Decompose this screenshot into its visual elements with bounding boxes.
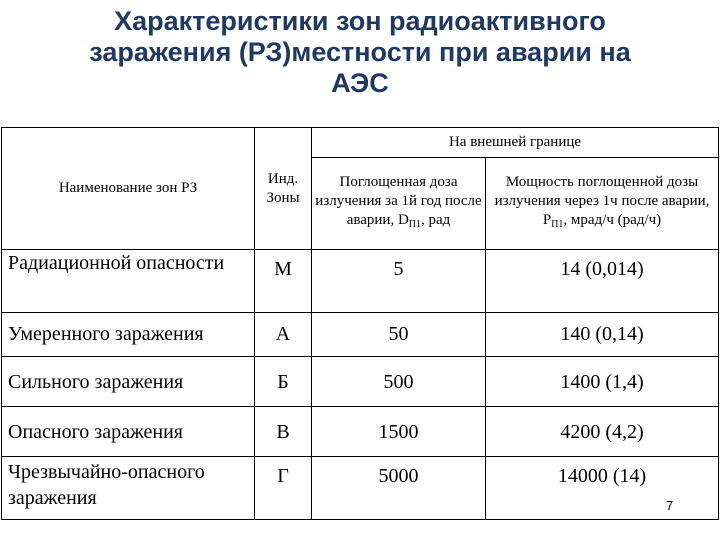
zone-dose-cell: 50 bbox=[312, 313, 486, 357]
header-rate-unit: , мрад/ч (рад/ч) bbox=[563, 212, 662, 228]
zone-rate-cell: 1400 (1,4) bbox=[486, 357, 719, 407]
zone-rate-cell: 4200 (4,2) bbox=[486, 407, 719, 457]
title-line-3: АЭС bbox=[331, 68, 389, 98]
zone-index-cell: А bbox=[255, 313, 312, 357]
zone-name-cell: Чрезвычайно-опасного заражения bbox=[2, 457, 255, 520]
zone-index-cell: В bbox=[255, 407, 312, 457]
zone-name-cell: Опасного заражения bbox=[2, 407, 255, 457]
header-dose-unit: , рад bbox=[421, 212, 451, 228]
table-row bbox=[2, 457, 719, 520]
zone-index-cell: Г bbox=[255, 457, 312, 520]
header-index-line-1: Инд. bbox=[267, 170, 299, 187]
header-dose bbox=[312, 158, 486, 250]
zone-dose-cell: 1500 bbox=[312, 407, 486, 457]
page-number: 7 bbox=[666, 498, 674, 513]
header-rate bbox=[486, 158, 719, 250]
header-zone-name: Наименование зон РЗ bbox=[2, 128, 255, 250]
table-row bbox=[2, 313, 719, 357]
zone-rate-cell: 14000 (14) bbox=[486, 457, 719, 520]
table-row bbox=[2, 407, 719, 457]
table-row bbox=[2, 250, 719, 313]
header-row-top bbox=[2, 128, 719, 158]
title-line-2: заражения (РЗ)местности при аварии на bbox=[89, 37, 631, 67]
zone-name-cell: Умеренного заражения bbox=[2, 313, 255, 357]
header-dose-subscript: П1 bbox=[408, 219, 422, 230]
zone-rate-cell: 140 (0,14) bbox=[486, 313, 719, 357]
zone-rate-cell: 14 (0,014) bbox=[486, 250, 719, 313]
zone-name-cell: Сильного заражения bbox=[2, 357, 255, 407]
zone-index-cell: М bbox=[255, 250, 312, 313]
zone-dose-cell: 500 bbox=[312, 357, 486, 407]
zone-name-cell: Радиационной опасности bbox=[2, 250, 255, 313]
zone-index-cell: Б bbox=[255, 357, 312, 407]
header-zone-index bbox=[255, 128, 312, 250]
header-rate-text: Мощность поглощенной дозы излучения через 1ч после аварии, Р bbox=[494, 174, 710, 228]
header-rate-subscript: П1 bbox=[551, 219, 564, 230]
title-line-1: Характеристики зон радиоактивного bbox=[114, 6, 606, 36]
zone-dose-cell: 5 bbox=[312, 250, 486, 313]
zones-table bbox=[1, 127, 719, 520]
zone-dose-cell: 5000 bbox=[312, 457, 486, 520]
header-index-line-2: Зоны bbox=[266, 189, 300, 206]
header-outer-border: На внешней границе bbox=[312, 128, 719, 158]
slide-title bbox=[0, 6, 720, 99]
header-dose-text: Поглощенная доза излучения за 1й год после аварии, D bbox=[315, 174, 482, 228]
table-row bbox=[2, 357, 719, 407]
